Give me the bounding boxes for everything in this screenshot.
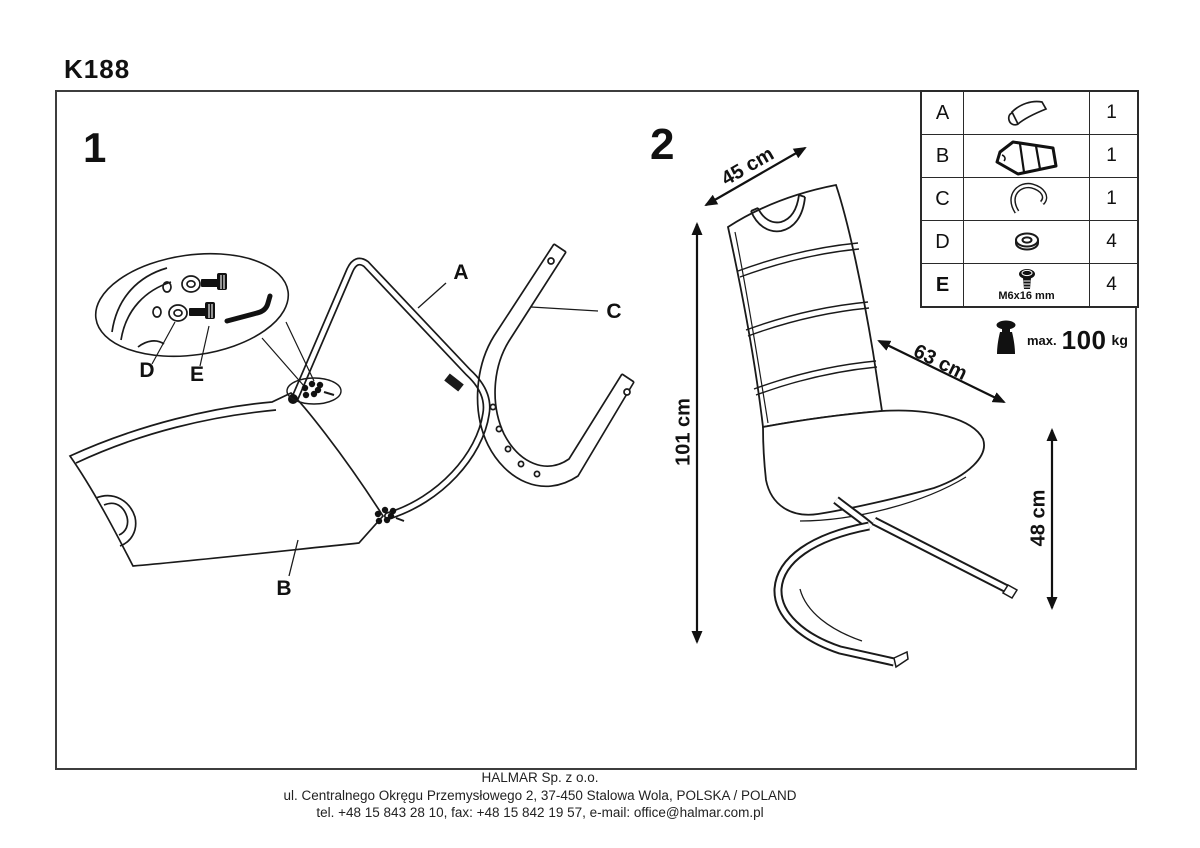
part-qty: 1 xyxy=(1106,102,1117,123)
part-letter: E xyxy=(922,264,964,306)
screw-icon xyxy=(189,273,227,319)
dimension-total-height: 101 cm xyxy=(672,398,695,466)
screw-size-note: M6x16 mm xyxy=(998,290,1055,302)
exploded-view-drawing xyxy=(70,242,634,576)
part-a-backrest-frame-icon xyxy=(964,92,1090,134)
part-letter: A xyxy=(922,92,964,134)
part-letter: B xyxy=(922,135,964,177)
label-c-leader xyxy=(531,307,598,311)
dimension-back-width: 45 cm xyxy=(717,142,778,191)
weight-prefix: max. xyxy=(1027,332,1057,348)
step-1-number: 1 xyxy=(83,124,107,171)
dimension-seat-height: 48 cm xyxy=(1027,489,1050,547)
part-qty: 1 xyxy=(1106,188,1117,209)
weight-icon xyxy=(993,320,1019,360)
part-qty: 4 xyxy=(1106,231,1117,252)
parts-table xyxy=(920,90,1139,308)
cantilever-base xyxy=(778,500,1017,667)
table-row-a xyxy=(922,92,1137,135)
part-d-washer-icon xyxy=(964,221,1090,263)
part-label-b: B xyxy=(276,577,292,600)
part-label-c: C xyxy=(606,300,622,323)
table-row-b xyxy=(922,135,1137,178)
part-qty: 1 xyxy=(1106,145,1117,166)
label-a-leader xyxy=(418,283,446,308)
part-letter: D xyxy=(922,221,964,263)
part-letter: C xyxy=(922,178,964,220)
part-b-seat-shell-icon xyxy=(964,135,1090,177)
part-label-d: D xyxy=(139,359,155,382)
part-label-a: A xyxy=(453,261,469,284)
part-e-screw-icon xyxy=(964,264,1090,306)
footer-company: HALMAR Sp. z o.o. xyxy=(481,770,599,785)
footer-address: ul. Centralnego Okręgu Przemysłowego 2, 37-450 Stalowa Wola, POLSKA / POLAND xyxy=(283,787,797,803)
dimension-depth: 63 cm xyxy=(909,340,971,385)
part-c-u-bracket-icon xyxy=(964,178,1090,220)
step-2-number: 2 xyxy=(650,120,675,169)
footer-contact: tel. +48 15 843 28 10, fax: +48 15 842 19 57, e-mail: office@halmar.com.pl xyxy=(316,805,764,820)
table-row-e xyxy=(922,264,1137,306)
table-row-c xyxy=(922,178,1137,221)
page-title: K188 xyxy=(64,54,131,84)
weight-unit: kg xyxy=(1111,332,1128,348)
weight-value: 100 xyxy=(1061,324,1107,355)
table-row-d xyxy=(922,221,1137,264)
allen-key-icon xyxy=(227,296,270,321)
footer xyxy=(0,769,1080,822)
part-c-bracket-drawing xyxy=(478,244,634,486)
part-qty: 4 xyxy=(1106,274,1117,295)
part-b-seat-drawing xyxy=(70,393,383,566)
max-weight-badge xyxy=(993,320,1128,360)
part-label-e: E xyxy=(189,363,205,386)
